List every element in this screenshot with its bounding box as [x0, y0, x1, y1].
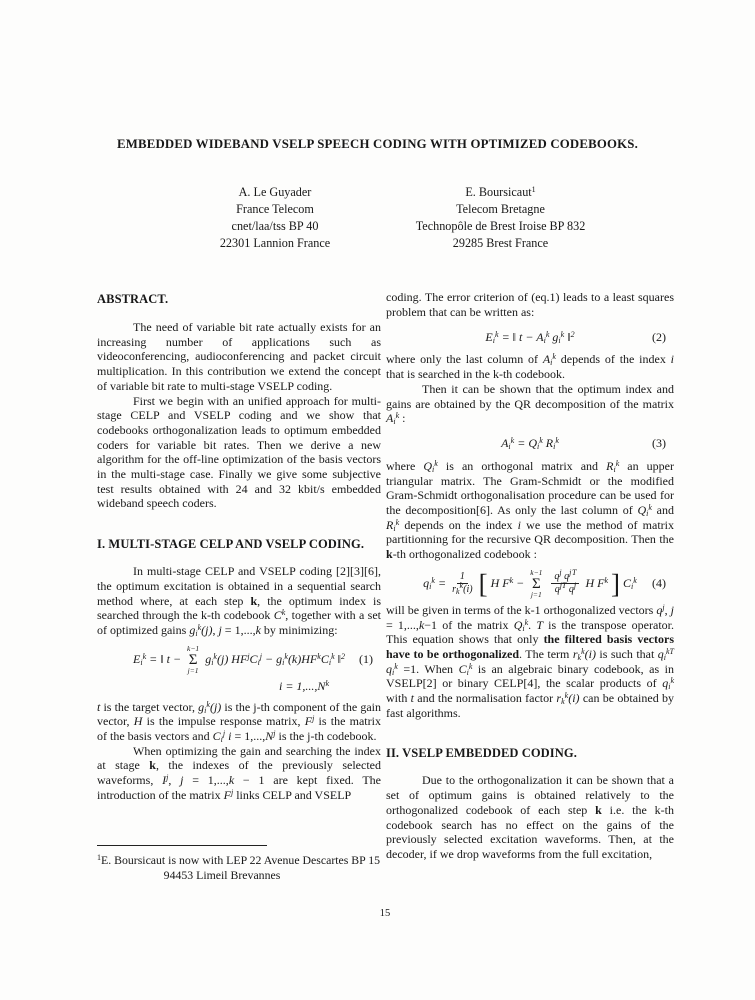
equation-3 — [386, 433, 674, 455]
paragraph: coding. The error criterion of (eq.1) leads to a least squares problem that can be written as: — [386, 290, 674, 319]
equation-1-condition: $i = 1,...,N^k$ — [279, 678, 329, 693]
equation-4-number: (4) — [652, 576, 666, 591]
equation-3-number: (3) — [652, 436, 666, 451]
left-column — [97, 292, 381, 803]
footnote — [97, 845, 387, 883]
footnote-rule — [97, 845, 267, 846]
equation-1 — [97, 645, 381, 675]
equation-1-number: (1) — [359, 652, 373, 667]
equation-1-body: $E_i^k$ = ‖ t − k−1 Σ j=1 $g_i^k(j) HF^jC_i^j - g_i^k(k)HF^kC_i^k$ ‖$^2$ — [132, 643, 346, 675]
abstract-paragraph: The need of variable bit rate actually exists for an increasing number of applications such as videoconferencing, audioconferencing and packet circuit multiplication. In this contribution we extend the concept of variable bit rate to multi-stage VSELP coding. — [97, 320, 381, 393]
author-address-line: cnet/laa/tss BP 40 — [231, 219, 319, 233]
paragraph: Due to the orthogonalization it can be shown that a set of optimum gains is obtained relatively to the orthogonalized codebook of each step k i.e. the k-th codebook search has no effect on the gains of the previously selected excitation waveforms. Then, at the decoder, if we drop waveforms from the full excitation, — [386, 773, 674, 861]
paragraph: where only the last column of $A_i^k$ depends of the index i that is searched in the k-th codebook. — [386, 352, 674, 382]
author-address-line: 22301 Lannion France — [219, 236, 331, 250]
paragraph: where $Q_i^k$ is an orthogonal matrix and $R_i^k$ an upper triangular matrix. The Gram-Schmidt or the modified Gram-Schmidt orthogonalisation procedure can be used for the decomposition[6]. As only the last column of $Q_i^k$ and $R_i^k$ depends on the index i we use the method of matrix partitionning for the recursive QR decomposition. Then the k-th orthogonalized codebook : — [386, 458, 674, 562]
equation-3-body: $A_i^k = Q_i^k$ $R_i^k$ — [501, 436, 559, 452]
section-2-heading: II. VSELP EMBEDDED CODING. — [386, 746, 577, 761]
section-1-paragraph: t is the target vector, $g_i^k(j)$ is the j-th component of the gain vector, H is the impulse response matrix, $F^j$ is the matrix of the basis vectors and $C_i^j$ $i = 1,...,N^j$ is the j-th codebook. — [97, 699, 382, 745]
equation-2-number: (2) — [652, 329, 666, 344]
equation-4 — [386, 569, 674, 599]
author-affiliation: Telecom Bretagne — [456, 202, 545, 216]
author-address-line: Technopôle de Brest Iroise BP 832 — [415, 219, 586, 233]
author-name: A. Le Guyader — [238, 185, 312, 199]
author-block-right — [388, 184, 613, 252]
section-1-paragraph: When optimizing the gain and searching the index at stage k, the indexes of the previously selected waveforms, $I^j$, j = 1,...,k − 1 are kept fixed. The introduction of the matrix $F^j$ links CELP and VSELP — [97, 743, 381, 802]
right-column — [386, 290, 674, 862]
author-address-line: 29285 Brest France — [452, 236, 549, 250]
abstract-paragraph: First we begin with an unified approach for multi-stage CELP and VSELP coding and we show that codebooks orthogonalization leads to optimum embedded coders for variable bit rates. Then we derive a new algorithm for the off-line optimization of the basis vectors in the multi-stage case. Finally we give some subjective test results obtained with 24 and 32 kbit/s embedded wideband speech coders. — [97, 393, 381, 511]
paper-title: EMBEDDED WIDEBAND VSELP SPEECH CODING WITH OPTIMIZED CODEBOOKS. — [116, 137, 639, 151]
author-block-left — [160, 184, 390, 252]
section-1-heading: I. MULTI-STAGE CELP AND VSELP CODING. — [97, 537, 365, 552]
equation-2 — [386, 326, 674, 348]
footnote-line: 94453 Limeil Brevannes — [163, 868, 281, 882]
footnote-line: $^1$E. Boursicaut is now with LEP 22 Avenue Descartes BP 15 — [97, 853, 381, 867]
paragraph: Then it can be shown that the optimum index and gains are obtained by the QR decomposition of the matrix $A_i^k$ : — [386, 381, 674, 427]
equation-4-body: $q_i^k$ = $\frac{1}{r_k^k(i)}$ [ H $F^k$ − k−1 Σ j=1 $\frac{q^j q^{j T}}{q^{jT} q^j}$ H $F^k$ ] $C_i^k$ — [423, 567, 637, 599]
author-affiliation: France Telecom — [236, 202, 314, 216]
paragraph: will be given in terms of the k-1 orthogonalized vectors $q^j$, j = 1,...,k−1 of the matrix $Q_i^k$. T is the transpose operator. This equation shows that only the filtered basis vectors have to be orthogonalized. The term $r_k^k(i)$ is such that $q_i^{kT}$ $q_i^k =1$. When $C_i^k$ is an algebraic binary codebook, as in VSELP[2] or binary CELP[4], the scalar products of $q_i^k$ with t and the normalisation factor $r_k^k(i)$ can be obtained by fast algorithms. — [386, 602, 675, 720]
abstract-heading: ABSTRACT. — [97, 292, 169, 306]
equation-2-body: $E_i^k$ = ‖ $t - A_i^k$ $g_i^k$ ‖$^2$ — [485, 329, 575, 345]
section-1-paragraph: In multi-stage CELP and VSELP coding [2][3][6], the optimum excitation is obtained in a sequential search method where, at each step k, the optimum index is searched through the k-th codebook $C^k$, together with a set of optimized gains $g_i^k(j)$, j = 1,...,k by minimizing: — [97, 564, 381, 638]
author-name: E. Boursicaut$^1$ — [465, 185, 536, 199]
page-number: 15 — [379, 908, 391, 919]
